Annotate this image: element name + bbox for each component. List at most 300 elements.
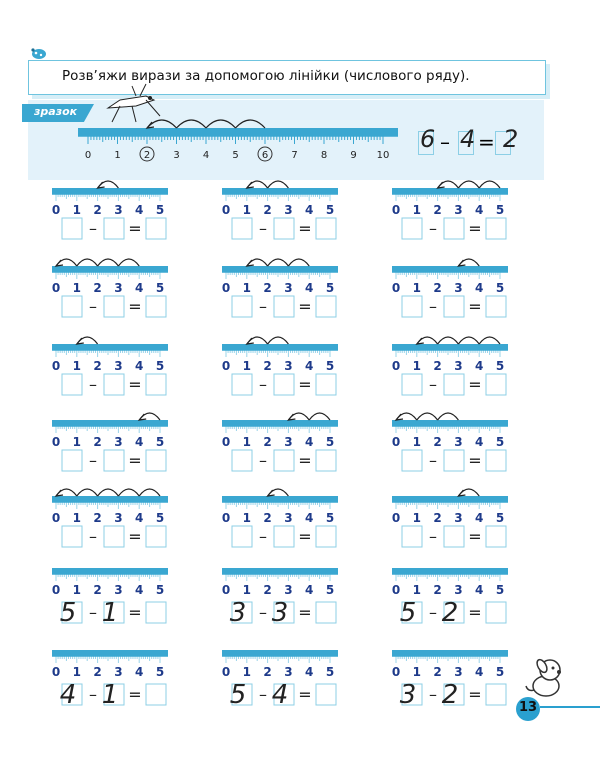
minus-sign: –	[429, 685, 437, 704]
ruler-bar	[222, 568, 338, 574]
written-value-a: 5	[399, 598, 417, 628]
example-tick-label: 0	[84, 150, 92, 161]
hop-arc	[77, 259, 98, 266]
tick-label: 2	[93, 281, 102, 295]
expression	[402, 450, 506, 471]
exercise-ruler	[222, 568, 338, 597]
equals-sign: =	[468, 603, 482, 622]
expression	[232, 296, 336, 317]
second-box[interactable]	[104, 296, 124, 317]
tick-label: 5	[325, 511, 335, 525]
equals-sign: =	[468, 219, 482, 238]
equals-sign: =	[298, 375, 312, 394]
tick-label: 4	[305, 583, 314, 597]
expression	[230, 680, 336, 710]
hop-arc	[479, 337, 500, 344]
tick-label: 3	[454, 281, 463, 295]
minus-sign: –	[429, 451, 437, 470]
ruler-bar	[392, 568, 508, 574]
first-box[interactable]	[62, 526, 82, 547]
hop-arc	[438, 337, 459, 344]
exercise-ruler	[222, 496, 338, 525]
tick-label: 3	[284, 203, 293, 217]
ruler-bar	[222, 344, 338, 350]
first-box[interactable]	[232, 450, 252, 471]
tick-label: 1	[412, 435, 421, 449]
tick-label: 0	[221, 435, 231, 449]
example-tag-text: зразок	[34, 105, 78, 118]
tick-label: 1	[412, 359, 421, 373]
tick-label: 5	[155, 281, 165, 295]
written-value-a: 3	[399, 680, 417, 710]
hop-arc	[118, 489, 139, 496]
tick-label: 3	[284, 435, 293, 449]
second-box[interactable]	[104, 374, 124, 395]
tick-label: 5	[155, 435, 165, 449]
result-box[interactable]	[486, 374, 506, 395]
tick-label: 1	[242, 583, 251, 597]
ruler-bar	[222, 188, 338, 194]
written-value-b: 2	[441, 680, 459, 710]
result-box[interactable]	[316, 296, 336, 317]
first-box[interactable]	[232, 296, 252, 317]
example-tick-label: 6	[261, 150, 269, 161]
exercise-ruler	[392, 496, 508, 525]
tick-label: 5	[495, 511, 505, 525]
hop-arc	[268, 337, 289, 344]
ruler-bar	[392, 266, 508, 272]
ruler-bar	[392, 420, 508, 426]
minus-sign: –	[89, 603, 97, 622]
tick-label: 2	[93, 203, 102, 217]
tick-label: 5	[495, 665, 505, 679]
tick-label: 4	[135, 511, 144, 525]
result-box[interactable]	[316, 374, 336, 395]
equals-sign: =	[298, 219, 312, 238]
tick-label: 2	[93, 511, 102, 525]
exercise-ruler	[222, 344, 338, 373]
tick-label: 5	[155, 359, 165, 373]
first-box[interactable]	[62, 374, 82, 395]
hop-arc	[458, 337, 479, 344]
equals-sign: =	[128, 451, 142, 470]
written-value-b: 4	[271, 680, 289, 710]
equals-sign: =	[128, 685, 142, 704]
expression	[62, 450, 166, 471]
minus-sign: –	[89, 685, 97, 704]
written-value-b: 1	[101, 598, 119, 628]
tick-label: 4	[305, 359, 314, 373]
first-box[interactable]	[402, 450, 422, 471]
tick-label: 2	[433, 511, 442, 525]
exercise-ruler	[52, 266, 168, 295]
first-box[interactable]	[62, 218, 82, 239]
written-value-a: 3	[229, 598, 247, 628]
written-value-b: 3	[271, 598, 289, 628]
equals-sign: =	[468, 297, 482, 316]
example-value-c: 2	[503, 125, 519, 153]
ruler-bar	[52, 496, 168, 502]
second-box[interactable]	[104, 450, 124, 471]
tick-label: 4	[135, 203, 144, 217]
exercise-ruler	[52, 568, 168, 597]
tick-label: 5	[155, 583, 165, 597]
tick-label: 2	[263, 435, 272, 449]
tick-label: 3	[114, 583, 123, 597]
example-tick-label: 3	[173, 150, 180, 161]
second-box[interactable]	[444, 450, 464, 471]
expression	[400, 680, 506, 710]
second-box[interactable]	[104, 218, 124, 239]
result-box[interactable]	[486, 296, 506, 317]
tick-label: 0	[391, 665, 401, 679]
first-box[interactable]	[62, 450, 82, 471]
equals-sign: =	[128, 219, 142, 238]
ruler-bar	[52, 420, 168, 426]
tick-label: 1	[72, 281, 81, 295]
tick-label: 3	[114, 203, 123, 217]
example-tick-label: 9	[350, 150, 357, 161]
tick-label: 5	[155, 203, 165, 217]
tick-label: 5	[325, 435, 335, 449]
tick-label: 0	[391, 281, 401, 295]
result-box[interactable]	[486, 526, 506, 547]
result-box[interactable]	[316, 602, 336, 623]
tick-label: 5	[325, 203, 335, 217]
second-box[interactable]	[444, 296, 464, 317]
tick-label: 2	[433, 281, 442, 295]
tick-label: 0	[51, 359, 61, 373]
result-box[interactable]	[146, 296, 166, 317]
page-number: 13	[518, 700, 538, 715]
tick-label: 2	[93, 359, 102, 373]
tick-label: 5	[325, 281, 335, 295]
tick-label: 0	[391, 435, 401, 449]
ruler-bar	[222, 496, 338, 502]
tick-label: 1	[242, 359, 251, 373]
second-box[interactable]	[444, 374, 464, 395]
tick-label: 2	[433, 583, 442, 597]
expression	[400, 598, 506, 628]
result-box[interactable]	[146, 218, 166, 239]
exercise-ruler	[52, 188, 168, 217]
minus-sign: –	[89, 451, 97, 470]
hop-arc	[479, 181, 500, 188]
exercise-ruler	[222, 188, 338, 217]
tick-label: 3	[114, 665, 123, 679]
tick-label: 4	[475, 665, 484, 679]
tick-label: 5	[495, 583, 505, 597]
tick-label: 2	[433, 665, 442, 679]
minus-sign: –	[259, 603, 267, 622]
second-box[interactable]	[274, 218, 294, 239]
equals-sign: =	[298, 527, 312, 546]
tick-label: 1	[72, 435, 81, 449]
tick-label: 0	[391, 583, 401, 597]
tick-label: 1	[412, 203, 421, 217]
exercise-ruler	[392, 568, 508, 597]
example-value-b: 4	[460, 125, 476, 153]
tick-label: 4	[475, 203, 484, 217]
tick-label: 2	[263, 359, 272, 373]
result-box[interactable]	[486, 218, 506, 239]
expression	[60, 680, 166, 710]
equals-sign: =	[468, 527, 482, 546]
tick-label: 0	[51, 435, 61, 449]
tick-label: 4	[305, 281, 314, 295]
tick-label: 2	[263, 665, 272, 679]
tick-label: 2	[93, 665, 102, 679]
tick-label: 0	[51, 665, 61, 679]
tick-label: 4	[475, 359, 484, 373]
tick-label: 2	[433, 203, 442, 217]
tick-label: 4	[475, 511, 484, 525]
written-value-b: 1	[101, 680, 119, 710]
tick-label: 3	[454, 359, 463, 373]
tick-label: 0	[221, 359, 231, 373]
exercise-ruler	[392, 188, 508, 217]
second-box[interactable]	[444, 526, 464, 547]
minus-sign: –	[429, 527, 437, 546]
equals-sign: =	[128, 527, 142, 546]
tick-label: 0	[51, 203, 61, 217]
first-box[interactable]	[232, 374, 252, 395]
first-box[interactable]	[402, 218, 422, 239]
tick-label: 1	[242, 665, 251, 679]
hop-arc	[438, 413, 459, 420]
minus-sign: –	[89, 527, 97, 546]
tick-label: 4	[305, 511, 314, 525]
written-value-a: 5	[229, 680, 247, 710]
hop-arc	[458, 181, 479, 188]
equals-sign: =	[128, 297, 142, 316]
tick-label: 3	[114, 435, 123, 449]
hop-arc	[268, 259, 289, 266]
tick-label: 4	[135, 665, 144, 679]
result-box[interactable]	[486, 450, 506, 471]
expression	[402, 526, 506, 547]
result-box[interactable]	[146, 526, 166, 547]
minus-sign: –	[89, 375, 97, 394]
ruler-bar	[52, 568, 168, 574]
second-box[interactable]	[274, 296, 294, 317]
exercise-ruler	[52, 650, 168, 679]
tick-label: 2	[263, 583, 272, 597]
expression	[402, 296, 506, 317]
tick-label: 2	[433, 435, 442, 449]
equals-sign: =	[128, 375, 142, 394]
exercise-ruler	[52, 344, 168, 373]
result-box[interactable]	[146, 684, 166, 705]
minus-sign: –	[429, 297, 437, 316]
first-box[interactable]	[402, 526, 422, 547]
tick-label: 4	[305, 435, 314, 449]
tick-label: 1	[72, 511, 81, 525]
expression	[232, 374, 336, 395]
hop-arc	[309, 413, 330, 420]
result-box[interactable]	[316, 218, 336, 239]
equals-sign: =	[468, 451, 482, 470]
minus-sign: –	[259, 375, 267, 394]
minus-sign: –	[89, 219, 97, 238]
tick-label: 4	[475, 583, 484, 597]
first-box[interactable]	[402, 374, 422, 395]
tick-label: 3	[114, 511, 123, 525]
result-box[interactable]	[486, 684, 506, 705]
example-equals: =	[478, 130, 495, 154]
tick-label: 0	[51, 583, 61, 597]
result-box[interactable]	[316, 450, 336, 471]
expression	[232, 450, 336, 471]
tick-label: 2	[263, 203, 272, 217]
tick-label: 5	[495, 435, 505, 449]
ruler-bar	[392, 496, 508, 502]
tick-label: 1	[412, 583, 421, 597]
tick-label: 4	[135, 281, 144, 295]
tick-label: 0	[221, 511, 231, 525]
written-value-a: 4	[59, 680, 77, 710]
equals-sign: =	[128, 603, 142, 622]
expression	[62, 296, 166, 317]
hop-arc	[268, 181, 289, 188]
tick-label: 4	[135, 583, 144, 597]
tick-label: 0	[221, 665, 231, 679]
tick-label: 0	[391, 511, 401, 525]
ruler-bar	[392, 650, 508, 656]
second-box[interactable]	[444, 218, 464, 239]
minus-sign: –	[259, 527, 267, 546]
expression	[62, 526, 166, 547]
minus-sign: –	[259, 685, 267, 704]
hop-arc	[118, 259, 139, 266]
tick-label: 0	[51, 281, 61, 295]
result-box[interactable]	[486, 602, 506, 623]
exercise-ruler	[392, 344, 508, 373]
tick-label: 5	[325, 359, 335, 373]
minus-sign: –	[429, 603, 437, 622]
minus-sign: –	[259, 297, 267, 316]
first-box[interactable]	[62, 296, 82, 317]
first-box[interactable]	[232, 218, 252, 239]
hop-arc	[77, 489, 98, 496]
exercise-ruler	[222, 266, 338, 295]
example-tick-label: 7	[291, 150, 298, 161]
ruler-bar	[52, 344, 168, 350]
expression	[62, 218, 166, 239]
tick-label: 1	[412, 281, 421, 295]
tick-label: 2	[433, 359, 442, 373]
second-box[interactable]	[274, 374, 294, 395]
tick-label: 4	[305, 665, 314, 679]
tick-label: 5	[325, 583, 335, 597]
ruler-bar	[52, 188, 168, 194]
tick-label: 3	[284, 281, 293, 295]
tick-label: 2	[93, 583, 102, 597]
tick-label: 0	[221, 203, 231, 217]
ruler-bar	[392, 344, 508, 350]
hop-arc	[288, 259, 309, 266]
tick-label: 3	[454, 583, 463, 597]
tick-label: 1	[72, 665, 81, 679]
ruler-bar	[222, 420, 338, 426]
second-box[interactable]	[274, 450, 294, 471]
exercise-ruler	[52, 420, 168, 449]
tick-label: 3	[454, 435, 463, 449]
equals-sign: =	[468, 685, 482, 704]
tick-label: 0	[391, 359, 401, 373]
expression	[232, 218, 336, 239]
equals-sign: =	[468, 375, 482, 394]
expression	[402, 374, 506, 395]
tick-label: 1	[72, 359, 81, 373]
ruler-bar	[222, 266, 338, 272]
result-box[interactable]	[146, 450, 166, 471]
example-tick-label: 1	[114, 150, 121, 161]
ruler-bar	[52, 266, 168, 272]
tick-label: 5	[155, 665, 165, 679]
result-box[interactable]	[146, 602, 166, 623]
tick-label: 3	[284, 359, 293, 373]
first-box[interactable]	[402, 296, 422, 317]
tick-label: 3	[454, 203, 463, 217]
example-tick-label: 4	[202, 150, 210, 161]
tick-label: 1	[412, 511, 421, 525]
tick-label: 2	[263, 281, 272, 295]
tick-label: 3	[454, 511, 463, 525]
expression	[60, 598, 166, 628]
equals-sign: =	[298, 297, 312, 316]
tick-label: 1	[412, 665, 421, 679]
example-tick-label: 5	[232, 150, 239, 161]
first-box[interactable]	[232, 526, 252, 547]
written-value-a: 5	[59, 598, 77, 628]
exercise-ruler	[392, 650, 508, 679]
minus-sign: –	[259, 451, 267, 470]
second-box[interactable]	[274, 526, 294, 547]
exercise-ruler	[52, 496, 168, 525]
tick-label: 0	[391, 203, 401, 217]
hop-arc	[98, 489, 119, 496]
example-minus: –	[440, 130, 450, 154]
written-value-b: 2	[441, 598, 459, 628]
tick-label: 3	[284, 665, 293, 679]
tick-label: 1	[72, 203, 81, 217]
tick-label: 4	[305, 203, 314, 217]
tick-label: 1	[242, 435, 251, 449]
expression	[230, 598, 336, 628]
hop-arc	[98, 259, 119, 266]
second-box[interactable]	[104, 526, 124, 547]
equals-sign: =	[298, 685, 312, 704]
hop-arc	[417, 413, 438, 420]
tick-label: 4	[475, 281, 484, 295]
instruction-text: Розв’яжи вирази за допомогою лінійки (числового ряду).	[62, 68, 470, 84]
ruler-bar	[222, 650, 338, 656]
minus-sign: –	[429, 375, 437, 394]
tick-label: 4	[135, 359, 144, 373]
example-tick-label: 8	[320, 150, 328, 161]
example-value-a: 6	[420, 125, 436, 153]
minus-sign: –	[89, 297, 97, 316]
result-box[interactable]	[146, 374, 166, 395]
page-number-line	[540, 706, 600, 708]
result-box[interactable]	[316, 684, 336, 705]
exercise-ruler	[392, 266, 508, 295]
tick-label: 5	[495, 281, 505, 295]
exercise-ruler	[392, 420, 508, 449]
result-box[interactable]	[316, 526, 336, 547]
tick-label: 3	[284, 511, 293, 525]
